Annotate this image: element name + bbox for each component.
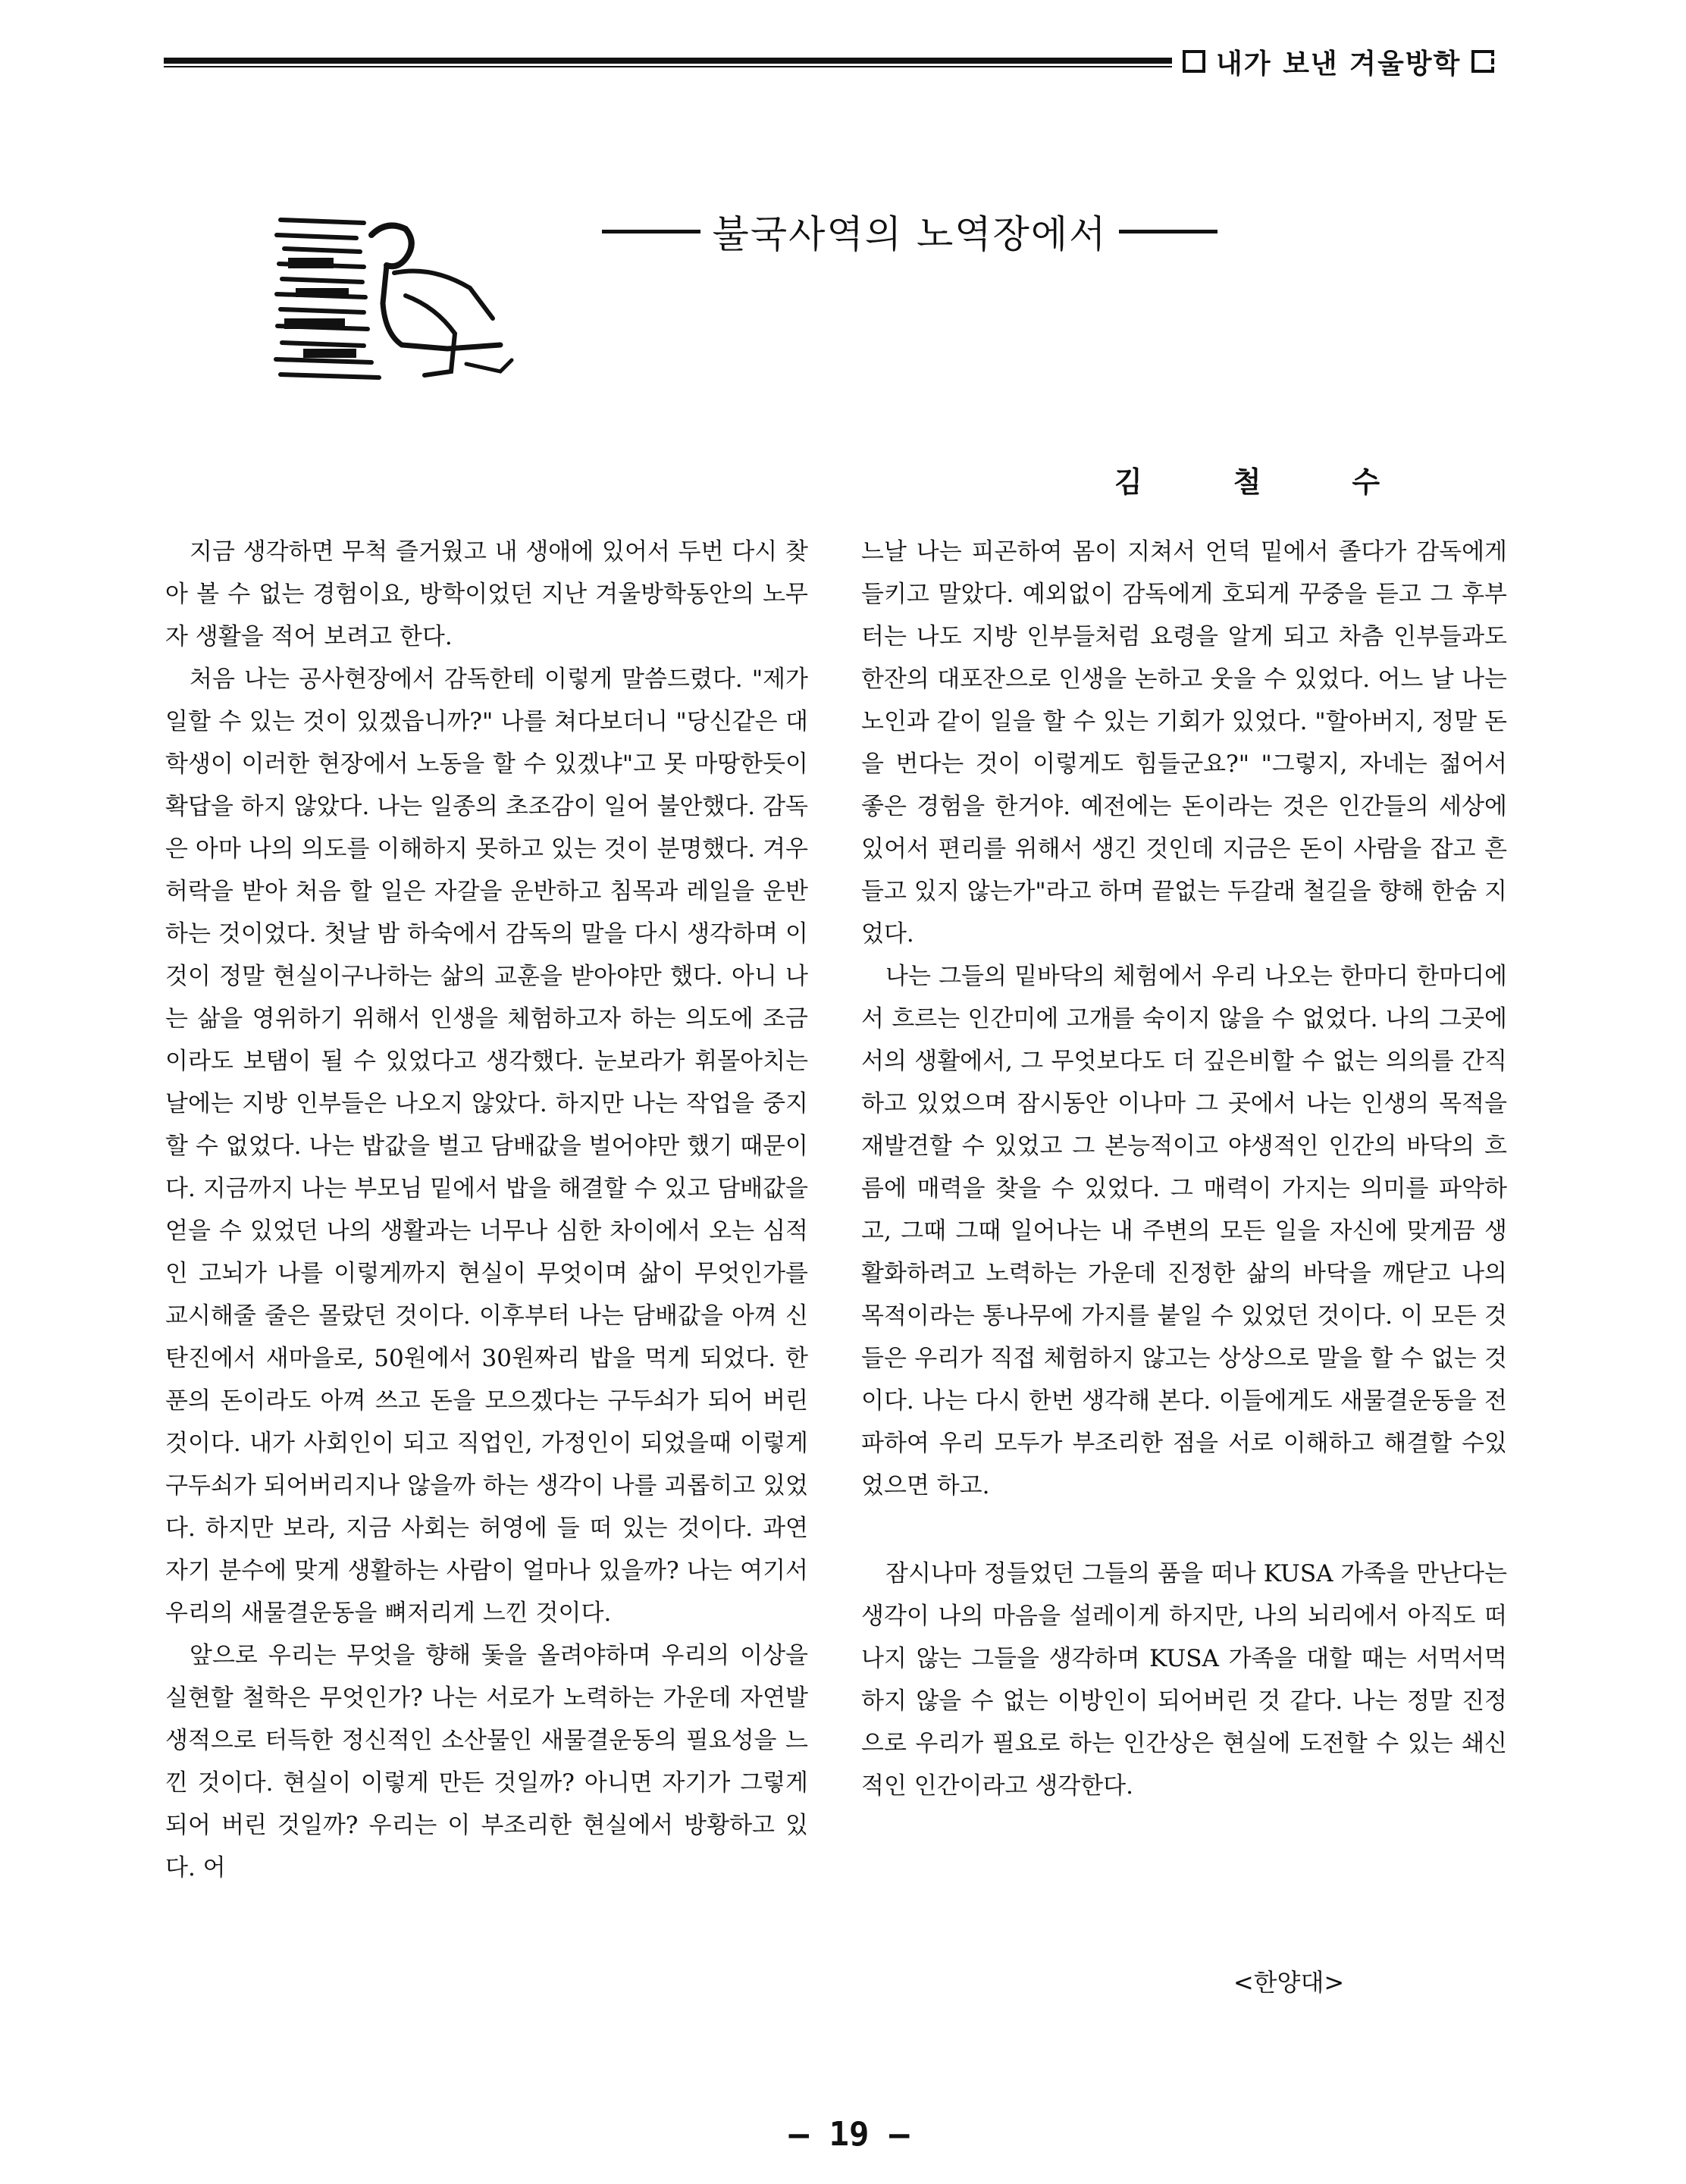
title-dash-left [602,230,700,233]
article-title [584,205,1236,258]
author-affiliation: <한양대> [1233,1968,1345,1997]
paragraph: 처음 나는 공사현장에서 감독한테 이렇게 말씀드렸다. "제가 일할 수 있는 것이 있겠읍니까?" 나를 쳐다보더니 "당신같은 대학생이 이러한 현장에서 노동을 할 수 있겠냐"고 못 마땅한듯이 확답을 하지 않았다. 나는 일종의 초조감이 일어 불안했다. 감독은 아마 나의 의도를 이해하지 못하고 있는 것이 분명했다. 겨우 허락을 받아 처음 할 일은 자갈을 운반하고 침목과 레일을 운반하는 것이었다. 첫날 밤 하숙에서 감독의 말을 다시 생각하며 이것이 정말 현실이구나하는 삶의 교훈을 받아야만 했다. 아니 나는 삶을 영위하기 위해서 인생을 체험하고자 하는 의도에 조금이라도 보탬이 될 수 있었다고 생각했다. 눈보라가 휘몰아치는 날에는 지방 인부들은 나오지 않았다. 하지만 나는 작업을 중지할 수 없었다. 나는 밥값을 벌고 담배값을 벌어야만 했기 때문이다. 지금까지 나는 부모님 밑에서 밥을 해결할 수 있고 담배값을 얻을 수 있었던 나의 생활과는 너무나 심한 차이에서 오는 심적인 고뇌가 나를 이렇게까지 현실이 무엇이며 삶이 무엇인가를 교시해줄 줄은 몰랐던 것이다. 이후부터 나는 담배값을 아껴 신탄진에서 새마을로, 50원에서 30원짜리 밥을 먹게 되었다. 한푼의 돈이라도 아껴 쓰고 돈을 모으겠다는 구두쇠가 되어 버린 것이다. 내가 사회인이 되고 직업인, 가정인이 되었을때 이렇게 구두쇠가 되어버리지나 않을까 하는 생각이 나를 괴롭히고 있었다. 하지만 보라, 지금 사회는 허영에 들 떠 있는 것이다. 과연 자기 분수에 맞게 생활하는 사람이 얼마나 있을까? 나는 여기서 우리의 새물결운동을 뼈저리게 느낀 것이다. [165,666,808,1627]
right-column [861,531,1507,1807]
worker-illustration [273,212,523,387]
square-bracket-icon [1471,50,1494,73]
page-number: — 19 — [788,2115,910,2154]
paragraph: 나는 그들의 밑바닥의 체험에서 우리 나오는 한마디 한마디에서 흐르는 인간미에 고개를 숙이지 않을 수 없었다. 나의 그곳에서의 생활에서, 그 무엇보다도 더 깊은비할 수 없는 의의를 간직하고 있었으며 잠시동안 이나마 그 곳에서 나는 인생의 목적을 재발견할 수 있었고 그 본능적이고 야생적인 인간의 바닥의 흐름에 매력을 찾을 수 있었다. 그 매력이 가지는 의미를 파악하고, 그때 그때 일어나는 내 주변의 모든 일을 자신에 맞게끔 생활화하려고 노력하는 가운데 진정한 삶의 바닥을 깨닫고 나의 목적이라는 통나무에 가지를 붙일 수 있었던 것이다. 이 모든 것들은 우리가 직접 체험하지 않고는 상상으로 말을 할 수 없는 것이다. 나는 다시 한번 생각해 본다. 이들에게도 새물결운동을 전파하여 우리 모두가 부조리한 점을 서로 이해하고 해결할 수있었으면 하고. [861,963,1507,1499]
author-name: 김철수 [1114,465,1471,499]
square-bracket-icon [1183,50,1205,73]
paragraph: 지금 생각하면 무척 즐거웠고 내 생애에 있어서 두번 다시 찾아 볼 수 없는 경험이요, 방학이었던 지난 겨울방학동안의 노무자 생활을 적어 보려고 한다. [165,538,808,650]
left-column [165,531,808,1889]
section-label: 내가 보낸 겨울방학 [1216,48,1462,80]
section-header [1183,42,1494,80]
article-title-text: 불국사역의 노역장에서 [712,212,1108,256]
paragraph: 앞으로 우리는 무엇을 향해 돛을 올려야하며 우리의 이상을 실현할 철학은 무엇인가? 나는 서로가 노력하는 가운데 자연발생적으로 터득한 정신적인 소산물인 새물결운동의 필요성을 느낀 것이다. 현실이 이렇게 만든 것일까? 아니면 자기가 그렇게 되어 버린 것일까? 우리는 이 부조리한 현실에서 방황하고 있다. 어 [165,1642,808,1882]
title-dash-right [1119,230,1217,233]
paragraph: 느날 나는 피곤하여 몸이 지쳐서 언덕 밑에서 졸다가 감독에게 들키고 말았다. 예외없이 감독에게 호되게 꾸중을 듣고 그 후부터는 나도 지방 인부들처럼 요령을 알게 되고 차츰 인부들과도 한잔의 대포잔으로 인생을 논하고 웃을 수 있었다. 어느 날 나는 노인과 같이 일을 할 수 있는 기회가 있었다. "할아버지, 정말 돈을 번다는 것이 이렇게도 힘들군요?" "그렇지, 자네는 젊어서 좋은 경험을 한거야. 예전에는 돈이라는 것은 인간들의 세상에 있어서 편리를 위해서 생긴 것인데 지금은 돈이 사람을 잡고 흔들고 있지 않는가"라고 하며 끝없는 두갈래 철길을 향해 한숨 지었다. [861,538,1507,948]
header-rule [164,58,1172,64]
paragraph: 잠시나마 정들었던 그들의 품을 떠나 KUSA 가족을 만난다는 생각이 나의 마음을 설레이게 하지만, 나의 뇌리에서 아직도 떠나지 않는 그들을 생각하며 KUSA 가족을 대할 때는 서먹서먹하지 않을 수 없는 이방인이 되어버린 것 같다. 나는 정말 진정으로 우리가 필요로 하는 인간상은 현실에 도전할 수 있는 쇄신적인 인간이라고 생각한다. [861,1560,1507,1800]
